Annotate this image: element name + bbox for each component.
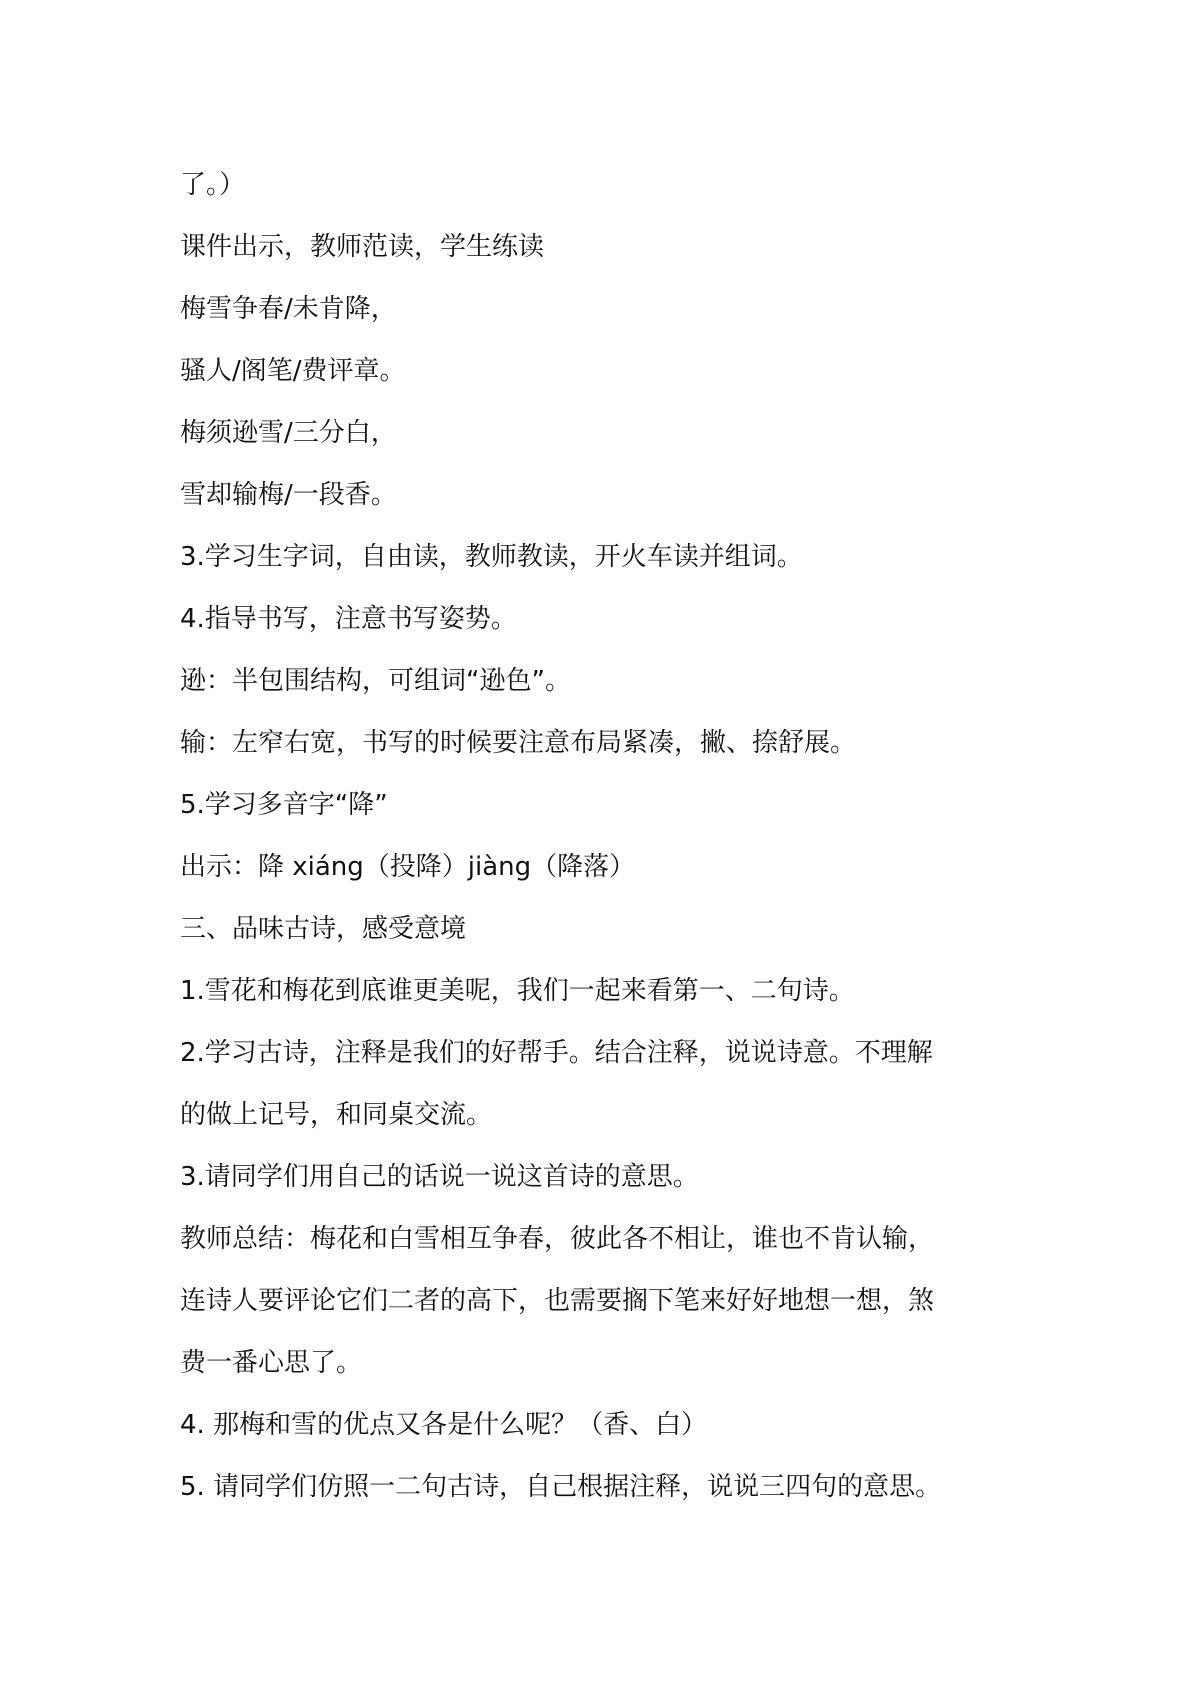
text-line: 课件出示，教师范读，学生练读: [180, 232, 545, 262]
section-heading: 三、品味古诗，感受意境: [180, 914, 467, 944]
text-line: 出示：降 xiáng（投降）jiàng（降落）: [180, 852, 636, 882]
step-item: 3.学习生字词，自由读，教师教读，开火车读并组词。: [180, 542, 803, 572]
poem-line: 梅须逊雪/三分白，: [180, 418, 397, 448]
step-item: 3.请同学们用自己的话说一说这首诗的意思。: [180, 1162, 699, 1192]
text-line: 费一番心思了。: [180, 1348, 363, 1378]
poem-line: 梅雪争春/未肯降，: [180, 294, 397, 324]
poem-line: 雪却输梅/一段香。: [180, 480, 397, 510]
text-line: 输：左窄右宽，书写的时候要注意布局紧凑，撇、捺舒展。: [180, 728, 857, 758]
text-line: 教师总结：梅花和白雪相互争春，彼此各不相让，谁也不肯认输，: [180, 1224, 935, 1254]
text-line: 了。）: [180, 170, 246, 200]
step-item: 2.学习古诗，注释是我们的好帮手。结合注释，说说诗意。不理解: [180, 1038, 933, 1068]
step-item: 5. 请同学们仿照一二句古诗，自己根据注释，说说三四句的意思。: [180, 1472, 942, 1502]
text-line: 逊：半包围结构，可组词“逊色”。: [180, 666, 571, 696]
step-item: 4. 那梅和雪的优点又各是什么呢？（香、白）: [180, 1410, 708, 1440]
text-line: 连诗人要评论它们二者的高下，也需要搁下笔来好好地想一想，煞: [180, 1286, 935, 1316]
text-line: 的做上记号，和同桌交流。: [180, 1100, 493, 1130]
document-body: [180, 165, 1040, 1529]
step-item: 5.学习多音字“降”: [180, 790, 388, 820]
poem-line: 骚人/阁笔/费评章。: [180, 356, 406, 386]
step-item: 1.雪花和梅花到底谁更美呢，我们一起来看第一、二句诗。: [180, 976, 855, 1006]
step-item: 4.指导书写，注意书写姿势。: [180, 604, 517, 634]
